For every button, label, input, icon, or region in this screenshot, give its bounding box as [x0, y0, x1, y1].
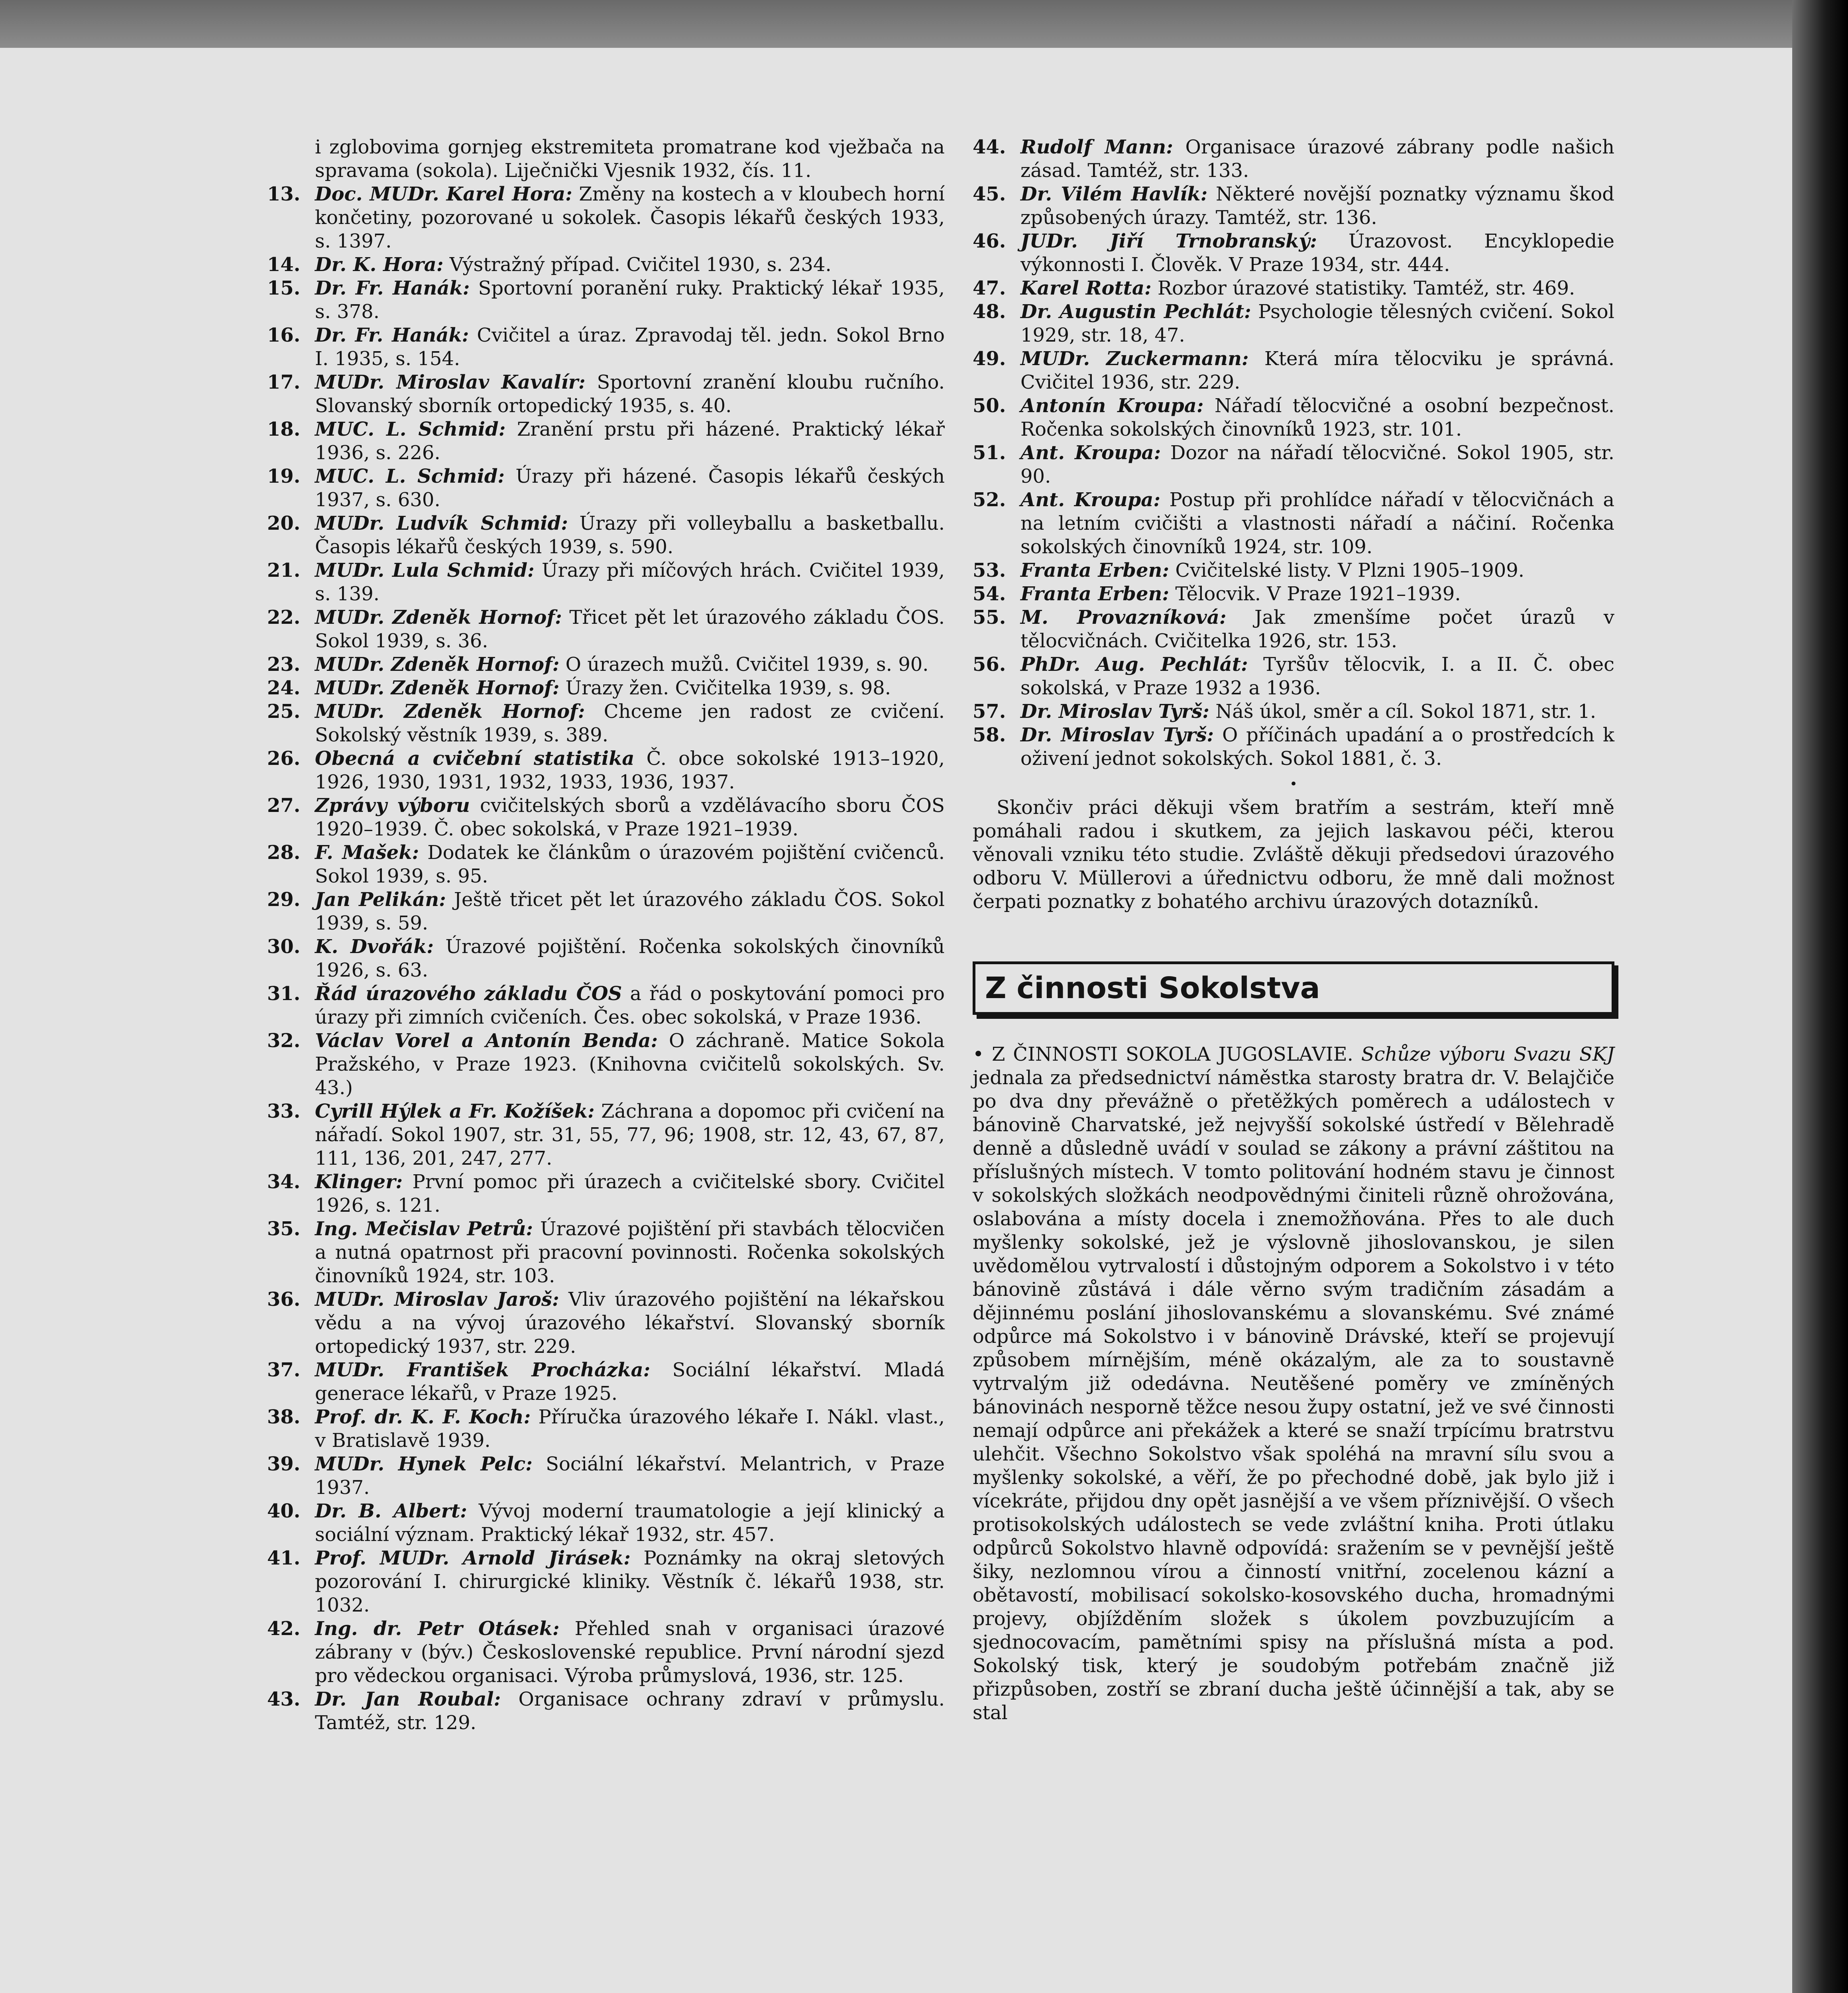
reference-title: Poznámky na okraj sletových pozorování I. chirurgické kliniky. Věstník č. lékařů 1938, str. 1032. — [315, 1547, 945, 1616]
reference-text — [315, 277, 945, 324]
reference-text — [1020, 230, 1614, 277]
reference-number: 24. — [267, 677, 301, 699]
reference-item — [267, 841, 945, 888]
reference-title: Dozor na nářadí tělocvičné. Sokol 1905, str. 90. — [1020, 442, 1614, 487]
reference-text — [315, 1100, 945, 1170]
reference-author: Ant. Kroupa: — [1020, 442, 1161, 464]
reference-item — [267, 277, 945, 324]
reference-number: 52. — [973, 489, 1006, 511]
reference-author: Klinger: — [315, 1171, 403, 1193]
reference-item — [973, 230, 1614, 277]
reference-title: Úrazy při házené. Časopis lékařů českých 1937, s. 630. — [315, 465, 945, 511]
reference-author: Jan Pelikán: — [315, 888, 446, 911]
reference-text — [1020, 394, 1614, 441]
reference-number: 37. — [267, 1359, 301, 1381]
reference-item — [267, 371, 945, 418]
reference-text — [315, 1405, 945, 1452]
reference-item — [267, 676, 945, 700]
reference-item — [267, 465, 945, 512]
reference-author: MUDr. František Procházka: — [315, 1359, 651, 1381]
reference-title: i zglobovima gornjeg ekstremiteta promatrane kod vježbača na spravama (sokola). Liječnički Vjesnik 1932, čís. 11. — [315, 136, 945, 182]
reference-item — [267, 1617, 945, 1688]
reference-author: MUC. L. Schmid: — [315, 465, 505, 487]
reference-author: Dr. Vilém Havlík: — [1020, 183, 1208, 205]
reference-item — [267, 1500, 945, 1547]
reference-title: Sportovní poranění ruky. Praktický lékař 1935, s. 378. — [315, 277, 945, 323]
reference-text — [1020, 441, 1614, 488]
reference-text — [315, 136, 945, 183]
reference-number: 50. — [973, 395, 1006, 417]
reference-title: O úrazech mužů. Cvičitel 1939, s. 90. — [559, 653, 929, 676]
reference-author: Franta Erben: — [1020, 559, 1170, 582]
reference-author: Václav Vorel a Antonín Benda: — [315, 1030, 658, 1052]
reference-text — [1020, 347, 1614, 394]
reference-title: Přehled snah v organisaci úrazové zábrany v (býv.) Československé republice. První národní sjezd pro vědeckou organisaci. Výroba průmyslová, 1936, str. 125. — [315, 1618, 945, 1687]
reference-text — [315, 747, 945, 794]
reference-item — [267, 253, 945, 277]
reference-number: 41. — [267, 1547, 301, 1569]
reference-title: Sportovní zranění kloubu ručního. Slovanský sborník ortopedický 1935, s. 40. — [315, 371, 945, 417]
reference-number: 36. — [267, 1288, 301, 1311]
reference-item — [267, 653, 945, 676]
reference-author: Franta Erben: — [1020, 583, 1170, 605]
reference-number: 31. — [267, 983, 301, 1005]
reference-item — [267, 1100, 945, 1170]
reference-title: Č. obce sokolské 1913–1920, 1926, 1930, 1931, 1932, 1933, 1936, 1937. — [315, 747, 945, 793]
reference-item — [973, 347, 1614, 394]
reference-text — [1020, 653, 1614, 700]
reference-number: 15. — [267, 277, 301, 299]
reference-author: Ing. dr. Petr Otásek: — [315, 1618, 560, 1640]
reference-text — [315, 1688, 945, 1735]
reference-number: 54. — [973, 583, 1006, 605]
reference-item — [267, 1405, 945, 1452]
reference-author: Doc. MUDr. Karel Hora: — [315, 183, 572, 205]
closing-note: Skončiv práci děkuji všem bratřím a sestrám, kteří mně pomáhali radou i skutkem, za jejich laskavou péči, kterou věnovali vzniku této studie. Zvláště děkuji předsedovi úrazového odboru V. Müllerovi a úřednictvu odboru, že mně dali možnost čerpati poznatky z bohatého archivu úrazových dotazníků. — [973, 796, 1614, 913]
reference-title: Cvičitelské listy. V Plzni 1905–1909. — [1169, 559, 1525, 582]
reference-number: 43. — [267, 1688, 301, 1710]
reference-title: Některé novější poznatky významu škod způsobených úrazy. Tamtéž, str. 136. — [1020, 183, 1615, 229]
reference-author: MUDr. Zdeněk Hornof: — [315, 677, 560, 699]
reference-item — [973, 394, 1614, 441]
reference-number: 16. — [267, 324, 301, 346]
reference-author: Prof. MUDr. Arnold Jirásek: — [315, 1547, 631, 1569]
reference-item — [973, 441, 1614, 488]
reference-item — [267, 418, 945, 465]
reference-item — [267, 606, 945, 653]
reference-item — [973, 723, 1614, 770]
reference-text — [315, 794, 945, 841]
reference-title: Úrazy žen. Cvičitelka 1939, s. 98. — [559, 677, 891, 699]
reference-number: 28. — [267, 841, 301, 864]
reference-text — [315, 1217, 945, 1288]
reference-author: Dr. Fr. Hanák: — [315, 324, 469, 346]
separator-bullet: • — [1289, 776, 1298, 792]
reference-number: 17. — [267, 371, 301, 393]
reference-text — [315, 888, 945, 935]
section-text: jednala za předsednictví náměstka starosty bratra dr. V. Belajčiče po dva dny převážně o přetěžkých poměrech a událostech v bánovině Charvatské, jež nejvyšší sokolské ústředí v Bělehradě denně a důsledně uvádí v soulad se zákony a právní záštitou na příslušných místech. V tomto politování hodném stavu je činnost v sokolských složkách neodpovědnými činiteli různě ohrožována, oslabována a místy docela i znemožňována. Přes to ale duch myšlenky sokolské, jež je výslovně jihoslovanskou, je silen uvědomělou vytrvalostí i důstojným odporem a Sokolstvo i v této bánovině zůstává i dále věrno svým tradičním zásadám a dějinnému poslání jihoslovanskému a slovanskému. Své známé odpůrce má Sokolstvo i v bánovině Drávské, kteří se projevují způsobem mírnějším, méně okázalým, ale za to soustavně vytrvalým již odedávna. Neutěšené poměry ve zmíněných bánovinách nesporně těžce nesou župy ostatní, jež ve své činnosti nemají odpůrce ani překážek a které se snaží trpícímu bratrstvu ulehčit. Všechno Sokolstvo však spoléhá na mravní sílu svou a myšlenky sokolské, a věří, že po přechodné době, jak bylo již i vícekráte, přijdou dny opět jasnější a ve všem příznivější. O všech protisokolských událostech se vede zvláštní kniha. Proti útlaku odpůrců Sokolstvo hlavně odpovídá: sražením se v pevnější ještě šiky, nezlomnou vírou a činností vnitřní, zocelenou kázní a obětavostí, mobilisací sokolsko-kosovského ducha, hromadnými projevy, objížděním složek s úkolem povzbuzujícím a sjednocovacím, pamětními spisy na příslušná místa a pod. Sokolský tisk, který je soudobým potřebám značně již přizpůsoben, zostří se zbraní ducha ještě účinnější a tak, aby se stal — [973, 1067, 1614, 1724]
reference-text — [1020, 559, 1614, 582]
reference-number: 22. — [267, 606, 301, 629]
reference-title: Úrazy při volleyballu a basketballu. Časopis lékařů českých 1939, s. 590. — [315, 512, 945, 558]
reference-item — [973, 700, 1614, 723]
reference-title: Ještě třicet pět let úrazového základu ČOS. Sokol 1939, s. 59. — [315, 888, 945, 934]
reference-author: MUDr. Ludvík Schmid: — [315, 512, 568, 535]
reference-number: 49. — [973, 348, 1006, 370]
reference-author: M. Provazníková: — [1020, 606, 1227, 629]
reference-author: Rudolf Mann: — [1020, 136, 1173, 158]
reference-title: Rozbor úrazové statistiky. Tamtéž, str. 469. — [1151, 277, 1575, 299]
reference-number: 25. — [267, 700, 301, 723]
reference-text — [315, 676, 945, 700]
reference-item — [267, 136, 945, 183]
reference-number: 18. — [267, 418, 301, 440]
reference-author: MUDr. Zuckermann: — [1020, 348, 1249, 370]
reference-number: 46. — [973, 230, 1006, 252]
reference-title: Vliv úrazového pojištění na lékařskou vědu a na vývoj úrazového lékařství. Slovanský sborník ortopedický 1937, str. 229. — [315, 1288, 945, 1358]
reference-item — [973, 136, 1614, 183]
section-heading-box — [973, 961, 1614, 1015]
reference-text — [1020, 277, 1614, 300]
reference-title: Vývoj moderní traumatologie a její klinický a sociální význam. Praktický lékař 1932, str. 457. — [315, 1500, 945, 1546]
reference-number: 48. — [973, 301, 1006, 323]
reference-number: 26. — [267, 747, 301, 770]
reference-item — [973, 582, 1614, 606]
reference-number: 35. — [267, 1218, 301, 1240]
reference-number: 47. — [973, 277, 1006, 299]
reference-text — [315, 700, 945, 747]
reference-number: 51. — [973, 442, 1006, 464]
reference-number: 40. — [267, 1500, 301, 1522]
reference-text — [315, 982, 945, 1029]
reference-number: 13. — [267, 183, 301, 205]
reference-text — [315, 1452, 945, 1500]
reference-author: Antonín Kroupa: — [1020, 395, 1204, 417]
reference-title: Zranění prstu při házené. Praktický lékař 1936, s. 226. — [315, 418, 945, 464]
reference-item — [267, 1688, 945, 1735]
reference-title: Náš úkol, směr a cíl. Sokol 1871, str. 1. — [1209, 700, 1596, 723]
reference-author: MUDr. Zdeněk Hornof: — [315, 700, 585, 723]
reference-item — [267, 324, 945, 371]
reference-text — [315, 465, 945, 512]
reference-author: Řád úrazového základu ČOS — [315, 983, 622, 1005]
reference-number: 45. — [973, 183, 1006, 205]
left-column — [267, 136, 945, 1735]
reference-author: MUDr. Zdeněk Hornof: — [315, 606, 562, 629]
reference-number: 42. — [267, 1618, 301, 1640]
reference-title: Dodatek ke článkům o úrazovém pojištění cvičenců. Sokol 1939, s. 95. — [315, 841, 945, 887]
reference-number: 39. — [267, 1453, 301, 1475]
reference-text — [1020, 700, 1614, 723]
reference-title: Výstražný případ. Cvičitel 1930, s. 234. — [443, 254, 832, 276]
reference-item — [267, 559, 945, 606]
reference-list — [973, 136, 1614, 770]
reference-author: Prof. dr. K. F. Koch: — [315, 1406, 531, 1428]
reference-number: 30. — [267, 936, 301, 958]
reference-title: Třicet pět let úrazového základu ČOS. Sokol 1939, s. 36. — [315, 606, 945, 652]
reference-item — [267, 512, 945, 559]
reference-number: 20. — [267, 512, 301, 535]
reference-item — [267, 888, 945, 935]
reference-item — [267, 982, 945, 1029]
reference-title: Úrazy při míčových hrách. Cvičitel 1939, s. 139. — [315, 559, 945, 605]
section-lead-italic: Schůze výboru Svazu SKJ — [1361, 1043, 1614, 1065]
reference-author: MUDr. Hynek Pelc: — [315, 1453, 533, 1475]
reference-text — [1020, 300, 1614, 347]
reference-number: 58. — [973, 724, 1006, 746]
reference-item — [973, 277, 1614, 300]
reference-title: a řád o poskytování pomoci pro úrazy při zimních cvičeních. Čes. obec sokolská, v Praze 1936. — [315, 983, 945, 1028]
reference-number: 23. — [267, 653, 301, 676]
reference-text — [1020, 488, 1614, 559]
reference-text — [1020, 582, 1614, 606]
section-lead: • Z ČINNOSTI SOKOLA JUGOSLAVIE. — [973, 1043, 1353, 1065]
reference-author: Dr. Jan Roubal: — [315, 1688, 501, 1710]
reference-title: Sociální lékařství. Melantrich, v Praze 1937. — [315, 1453, 945, 1499]
reference-text — [315, 1170, 945, 1217]
reference-author: Dr. B. Albert: — [315, 1500, 467, 1522]
reference-title: Úrazové pojištění. Ročenka sokolských činovníků 1926, s. 63. — [315, 936, 945, 981]
reference-item — [267, 1029, 945, 1100]
reference-item — [267, 747, 945, 794]
reference-number: 19. — [267, 465, 301, 487]
reference-number: 44. — [973, 136, 1006, 158]
reference-text — [315, 324, 945, 371]
reference-title: Jak zmenšíme počet úrazů v tělocvičnách. Cvičitelka 1926, str. 153. — [1020, 606, 1614, 652]
reference-number: 56. — [973, 653, 1006, 676]
reference-author: MUDr. Zdeněk Hornof: — [315, 653, 560, 676]
reference-text — [1020, 606, 1614, 653]
reference-item — [267, 183, 945, 253]
reference-text — [1020, 723, 1614, 770]
reference-item — [973, 488, 1614, 559]
scan-binding-edge — [1792, 0, 1848, 1993]
reference-text — [315, 1500, 945, 1547]
reference-title: Změny na kostech a v kloubech horní končetiny, pozorované u sokolek. Časopis lékařů českých 1933, s. 1397. — [315, 183, 945, 252]
reference-title: Která míra tělocviku je správná. Cvičitel 1936, str. 229. — [1020, 348, 1615, 393]
reference-title: Cvičitel a úraz. Zpravodaj těl. jedn. Sokol Brno I. 1935, s. 154. — [315, 324, 945, 370]
reference-text — [315, 371, 945, 418]
reference-title: cvičitelských sborů a vzdělávacího sboru ČOS 1920–1939. Č. obec sokolská, v Praze 1921–1939. — [315, 794, 945, 840]
reference-number: 38. — [267, 1406, 301, 1428]
reference-text — [315, 1617, 945, 1688]
reference-author: MUDr. Lula Schmid: — [315, 559, 535, 582]
reference-text — [315, 1288, 945, 1358]
reference-item — [267, 1452, 945, 1500]
reference-title: O příčinách upadání a o prostředcích k oživení jednot sokolských. Sokol 1881, č. 3. — [1020, 724, 1615, 770]
reference-text — [1020, 136, 1614, 183]
reference-author: MUC. L. Schmid: — [315, 418, 506, 440]
reference-author: JUDr. Jiří Trnobranský: — [1020, 230, 1317, 252]
reference-item — [973, 653, 1614, 700]
reference-item — [267, 794, 945, 841]
reference-title: Tělocvik. V Praze 1921–1939. — [1169, 583, 1461, 605]
reference-item — [973, 183, 1614, 230]
reference-title: Tyršův tělocvik, I. a II. Č. obec sokolská, v Praze 1932 a 1936. — [1020, 653, 1614, 699]
reference-number: 55. — [973, 606, 1006, 629]
reference-item — [267, 1170, 945, 1217]
reference-item — [267, 1217, 945, 1288]
section-body — [973, 1043, 1614, 1725]
reference-number: 34. — [267, 1171, 301, 1193]
reference-number: 53. — [973, 559, 1006, 582]
reference-item — [267, 935, 945, 982]
reference-author: F. Mašek: — [315, 841, 419, 864]
reference-number: 32. — [267, 1030, 301, 1052]
reference-author: PhDr. Aug. Pechlát: — [1020, 653, 1248, 676]
reference-title: O záchraně. Matice Sokola Pražského, v Praze 1923. (Knihovna cvičitelů sokolských. Sv. 43.) — [315, 1030, 945, 1099]
reference-item — [267, 1358, 945, 1405]
reference-text — [1020, 183, 1614, 230]
reference-title: Psychologie tělesných cvičení. Sokol 1929, str. 18, 47. — [1020, 301, 1614, 346]
right-column — [973, 136, 1614, 1725]
reference-text — [315, 1547, 945, 1617]
reference-title: Organisace úrazové zábrany podle našich zásad. Tamtéž, str. 133. — [1020, 136, 1614, 182]
reference-author: Ing. Mečislav Petrů: — [315, 1218, 533, 1240]
reference-author: Zprávy výboru — [315, 794, 470, 817]
reference-number: 29. — [267, 888, 301, 911]
reference-title: Úrazové pojištění při stavbách tělocvičen a nutná opatrnost při pracovní povinnosti. Ročenka sokolských činovníků 1924, str. 103. — [315, 1218, 945, 1287]
reference-title: Příručka úrazového lékaře I. Nákl. vlast., v Bratislavě 1939. — [315, 1406, 945, 1452]
reference-text — [315, 1358, 945, 1405]
reference-item — [973, 300, 1614, 347]
reference-text — [315, 606, 945, 653]
reference-text — [315, 183, 945, 253]
reference-title: Sociální lékařství. Mladá generace lékařů, v Praze 1925. — [315, 1359, 945, 1405]
reference-author: Obecná a cvičební statistika — [315, 747, 635, 770]
reference-text — [315, 1029, 945, 1100]
reference-number: 14. — [267, 254, 301, 276]
reference-text — [315, 512, 945, 559]
reference-author: Karel Rotta: — [1020, 277, 1152, 299]
reference-item — [267, 1288, 945, 1358]
reference-text — [315, 841, 945, 888]
reference-item — [267, 700, 945, 747]
reference-author: Dr. Miroslav Tyrš: — [1020, 700, 1209, 723]
reference-author: MUDr. Miroslav Kavalír: — [315, 371, 586, 393]
reference-text — [315, 559, 945, 606]
reference-number: 21. — [267, 559, 301, 582]
reference-item — [973, 606, 1614, 653]
reference-author: Cyrill Hýlek a Fr. Kožíšek: — [315, 1100, 595, 1122]
reference-title: Organisace ochrany zdraví v průmyslu. Tamtéž, str. 129. — [315, 1688, 945, 1734]
reference-number: 33. — [267, 1100, 301, 1122]
section-title: Z činnosti Sokolstva — [985, 971, 1320, 1005]
reference-author: Dr. Miroslav Tyrš: — [1020, 724, 1214, 746]
reference-number: 57. — [973, 700, 1006, 723]
reference-author: K. Dvořák: — [315, 936, 434, 958]
reference-title: Záchrana a dopomoc při cvičení na nářadí. Sokol 1907, str. 31, 55, 77, 96; 1908, str. 12, 43, 67, 87, 111, 136, 201, 247, 277. — [315, 1100, 945, 1169]
reference-text — [315, 653, 945, 676]
reference-title: Úrazovost. Encyklopedie výkonnosti I. Člověk. V Praze 1934, str. 444. — [1020, 230, 1614, 276]
reference-author: Dr. Fr. Hanák: — [315, 277, 470, 299]
reference-author: Dr. K. Hora: — [315, 254, 444, 276]
reference-title: Postup při prohlídce nářadí v tělocvičnách a na letním cvičišti a vlastnosti nářadí a náčiní. Ročenka sokolských činovníků 1924, str. 109. — [1020, 489, 1614, 558]
reference-item — [973, 559, 1614, 582]
reference-text — [315, 418, 945, 465]
reference-text — [315, 253, 945, 277]
reference-author: Dr. Augustin Pechlát: — [1020, 301, 1251, 323]
reference-title: Nářadí tělocvičné a osobní bezpečnost. Ročenka sokolských činovníků 1923, str. 101. — [1020, 395, 1615, 440]
reference-number: 27. — [267, 794, 301, 817]
reference-item — [267, 1547, 945, 1617]
reference-text — [315, 935, 945, 982]
reference-author: Ant. Kroupa: — [1020, 489, 1161, 511]
reference-author: MUDr. Miroslav Jaroš: — [315, 1288, 559, 1311]
reference-title: První pomoc při úrazech a cvičitelské sbory. Cvičitel 1926, s. 121. — [315, 1171, 945, 1217]
reference-title: Chceme jen radost ze cvičení. Sokolský věstník 1939, s. 389. — [315, 700, 945, 746]
